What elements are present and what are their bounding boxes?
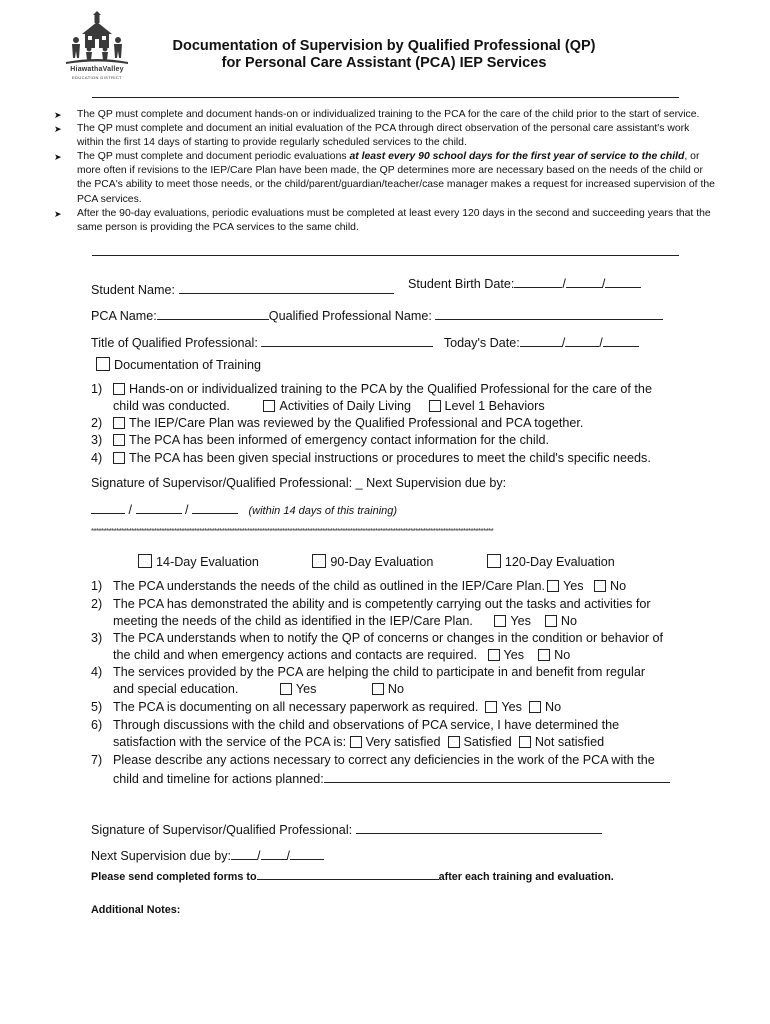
evaluation-q4 <box>91 664 645 680</box>
student-name-label: Student Name: <box>91 283 176 297</box>
adl-label: Activities of Daily Living <box>279 399 412 413</box>
question-text: The PCA has demonstrated the ability and is competently carrying out the tasks and activities for <box>113 597 651 611</box>
no-label: No <box>544 700 562 714</box>
no-label: No <box>387 682 404 696</box>
arrow-bullet-icon: ➤ <box>54 152 62 163</box>
additional-notes-label: Additional Notes: <box>91 904 181 916</box>
date-separator: / <box>562 277 566 291</box>
emergency-contact-checkbox[interactable] <box>113 434 125 446</box>
item-number: 1) <box>91 579 103 593</box>
section-separator: **************************************************************************************************************************************************************** <box>91 528 494 536</box>
hands-on-training-checkbox[interactable] <box>113 383 125 395</box>
within-14-days-note: (within 14 days of this training) <box>248 505 398 517</box>
instruction-emphasis: at least every 90 school days for the first year of service to the child <box>349 151 685 163</box>
final-next-supervision-row <box>91 846 324 864</box>
birth-year-field[interactable] <box>605 274 641 288</box>
instruction-text: , or more often if revisions to the IEP/Care Plan have been made, the QP determines more are necessary based on the needs of the child or the PCA's ability to meet those needs, or the child/parent/guardian/teacher/case manager makes a request for increased supervision of the PCA services. <box>77 151 715 205</box>
logo-name: HiawathaValley <box>70 66 124 73</box>
satisfied-label: Satisfied <box>463 735 512 749</box>
yes-label: Yes <box>501 700 522 714</box>
care-plan-reviewed-checkbox[interactable] <box>113 417 125 429</box>
q2-yes-checkbox[interactable] <box>494 615 506 627</box>
next-year-field[interactable] <box>192 500 238 514</box>
instructions-divider <box>92 255 679 256</box>
evaluation-q2 <box>91 596 651 612</box>
today-day-field[interactable] <box>565 333 599 347</box>
instruction-text: The QP must complete and document periodic evaluations <box>77 151 350 163</box>
item-number: 2) <box>91 416 103 430</box>
final-signature-row <box>91 820 602 838</box>
instruction-text: The QP must complete and document an initial evaluation of the PCA through direct observation of the personal care assistant's work within the first 14 days of starting to provide regularly scheduled services to the child. <box>77 123 690 149</box>
signature-label: Signature of Supervisor/Qualified Professional: <box>91 476 353 490</box>
pca-name-label: PCA Name: <box>91 309 157 323</box>
send-forms-to-field[interactable] <box>257 868 439 880</box>
evaluation-q3-cont <box>91 647 570 663</box>
very-satisfied-checkbox[interactable] <box>350 736 362 748</box>
send-forms-row <box>91 868 614 885</box>
item-number: 1) <box>91 382 103 396</box>
send-forms-suffix: after each training and evaluation. <box>438 871 614 883</box>
no-label: No <box>560 614 578 628</box>
logo-subtitle: EDUCATION DISTRICT <box>71 75 122 80</box>
question-text: satisfaction with the service of the PCA is: <box>113 735 347 749</box>
qp-name-field[interactable] <box>435 306 663 320</box>
q3-no-checkbox[interactable] <box>538 649 550 661</box>
final-next-day-field[interactable] <box>261 846 287 860</box>
final-next-year-field[interactable] <box>290 846 324 860</box>
date-separator: / <box>185 503 189 517</box>
qp-title-field[interactable] <box>261 333 433 347</box>
instruction-item <box>54 150 716 206</box>
student-name-field[interactable] <box>179 280 394 294</box>
training-item-text: The PCA has been given special instructions or procedures to meet the child's specific needs. <box>129 451 651 465</box>
level-1-behaviors-checkbox[interactable] <box>429 400 441 412</box>
training-signature-row <box>91 475 506 491</box>
question-text: The services provided by the PCA are helping the child to participate in and benefit from regular <box>113 665 646 679</box>
question-text: the child and when emergency actions and contacts are required. <box>113 648 478 662</box>
training-heading-row <box>96 357 261 373</box>
training-heading: Documentation of Training <box>114 358 262 372</box>
q5-yes-checkbox[interactable] <box>485 701 497 713</box>
evaluation-q6-cont <box>91 734 604 750</box>
evaluation-q2-cont <box>91 613 577 629</box>
actions-planned-field[interactable] <box>324 769 670 783</box>
question-text: Through discussions with the child and observations of PCA service, I have determined the <box>113 718 620 732</box>
14-day-evaluation-checkbox[interactable] <box>138 554 152 568</box>
item-number: 3) <box>91 433 103 447</box>
yes-label: Yes <box>503 648 525 662</box>
evaluation-q1 <box>91 578 626 594</box>
qp-name-label: Qualified Professional Name: <box>268 309 432 323</box>
instruction-item <box>54 122 716 150</box>
date-separator: / <box>286 849 291 863</box>
student-birth-date-label: Student Birth Date: <box>408 277 515 291</box>
90-day-label: 90-Day Evaluation <box>330 555 434 569</box>
item-number: 4) <box>91 665 103 679</box>
arrow-bullet-icon: ➤ <box>54 124 62 135</box>
training-item-1 <box>91 381 652 397</box>
date-separator: / <box>601 277 606 291</box>
training-item-text: child was conducted. <box>113 399 230 413</box>
question-text: child and timeline for actions planned: <box>113 772 324 786</box>
evaluation-q5 <box>91 699 561 715</box>
additional-notes-row <box>91 902 180 918</box>
final-signature-field[interactable] <box>356 820 602 834</box>
item-number: 4) <box>91 451 103 465</box>
item-number: 6) <box>91 718 103 732</box>
not-satisfied-label: Not satisfied <box>534 735 605 749</box>
signature-field: _ <box>355 476 363 490</box>
date-separator: / <box>599 336 603 350</box>
90-day-evaluation-checkbox[interactable] <box>312 554 326 568</box>
date-separator: / <box>257 849 261 863</box>
evaluation-q6 <box>91 717 619 733</box>
evaluation-type-row <box>138 554 615 570</box>
todays-date-label: Today's Date: <box>443 336 520 350</box>
date-separator: / <box>561 336 566 350</box>
special-instructions-checkbox[interactable] <box>113 452 125 464</box>
question-text: meeting the needs of the child as identified in the IEP/Care Plan. <box>113 614 473 628</box>
title-line-1: Documentation of Supervision by Qualified Professional (QP) <box>172 38 596 54</box>
pca-name-field[interactable] <box>157 306 269 320</box>
student-name-row <box>91 280 394 298</box>
title-line-2: for Personal Care Assistant (PCA) IEP Services <box>221 55 547 71</box>
training-item-text: The PCA has been informed of emergency contact information for the child. <box>129 433 550 447</box>
120-day-evaluation-checkbox[interactable] <box>487 554 501 568</box>
not-satisfied-checkbox[interactable] <box>519 736 531 748</box>
very-satisfied-label: Very satisfied <box>365 735 441 749</box>
training-item-4 <box>91 450 651 466</box>
title-divider <box>92 97 679 98</box>
q3-yes-checkbox[interactable] <box>488 649 500 661</box>
item-number: 7) <box>91 753 103 767</box>
no-label: No <box>610 579 627 593</box>
no-label: No <box>554 648 571 662</box>
question-text: The PCA is documenting on all necessary paperwork as required. <box>113 700 479 714</box>
satisfied-checkbox[interactable] <box>448 736 460 748</box>
question-text: Please describe any actions necessary to correct any deficiencies in the work of the PCA with the <box>113 753 655 767</box>
documentation-of-training-checkbox[interactable] <box>96 357 110 371</box>
yes-label: Yes <box>562 579 584 593</box>
arrow-bullet-icon: ➤ <box>54 110 62 120</box>
yes-label: Yes <box>295 682 317 696</box>
instruction-item <box>54 207 716 235</box>
arrow-bullet-icon: ➤ <box>54 208 62 219</box>
final-next-month-field[interactable] <box>231 846 257 860</box>
today-year-field[interactable] <box>603 333 639 347</box>
yes-label: Yes <box>510 614 531 628</box>
q4-no-checkbox[interactable] <box>372 683 384 695</box>
training-next-date-row <box>91 500 397 519</box>
q4-yes-checkbox[interactable] <box>280 683 292 695</box>
q2-no-checkbox[interactable] <box>545 615 557 627</box>
item-number: 2) <box>91 597 103 611</box>
evaluation-q3 <box>91 630 663 646</box>
evaluation-q7 <box>91 752 655 768</box>
next-month-field[interactable] <box>91 500 125 514</box>
120-day-label: 120-Day Evaluation <box>504 555 615 569</box>
page-title <box>120 38 648 72</box>
next-supervision-label: Next Supervision due by: <box>366 476 507 490</box>
activities-of-daily-living-checkbox[interactable] <box>263 400 275 412</box>
training-item-text: The IEP/Care Plan was reviewed by the Qualified Professional and PCA together. <box>129 416 584 430</box>
today-month-field[interactable] <box>520 333 562 347</box>
q1-no-checkbox[interactable] <box>594 580 606 592</box>
item-number: 5) <box>91 700 103 714</box>
signature-label: Signature of Supervisor/Qualified Professional: <box>91 823 353 837</box>
qp-title-row <box>91 333 639 351</box>
training-item-3 <box>91 432 549 448</box>
next-supervision-label: Next Supervision due by: <box>91 849 232 863</box>
question-text: The PCA understands when to notify the QP of concerns or changes in the condition or behavior of <box>113 631 664 645</box>
next-day-field[interactable] <box>136 500 182 514</box>
training-item-2 <box>91 415 583 431</box>
level1-label: Level 1 Behaviors <box>444 399 545 413</box>
pca-name-row <box>91 306 663 324</box>
evaluation-q7-cont <box>91 769 670 787</box>
evaluation-q4-cont <box>91 681 404 697</box>
instruction-text: The QP must complete and document hands-on or individualized training to the PCA for the care of the child prior to the start of service. <box>77 109 700 120</box>
birth-month-field[interactable] <box>514 274 562 288</box>
training-item-1-cont <box>91 398 545 414</box>
instructions-list <box>54 108 716 235</box>
training-item-text: Hands-on or individualized training to the PCA by the Qualified Professional for the care of the <box>129 382 652 396</box>
14-day-label: 14-Day Evaluation <box>156 555 259 569</box>
qp-title-label: Title of Qualified Professional: <box>91 336 258 350</box>
instruction-item <box>54 108 716 122</box>
student-birth-date-row <box>408 274 641 292</box>
birth-day-field[interactable] <box>566 274 602 288</box>
instruction-text: After the 90-day evaluations, periodic evaluations must be completed at least every 120 days in the second and succeeding years that the same person is providing the PCA services to the same child. <box>77 207 711 233</box>
date-separator: / <box>128 503 132 517</box>
question-text: and special education. <box>113 682 239 696</box>
q5-no-checkbox[interactable] <box>529 701 541 713</box>
q1-yes-checkbox[interactable] <box>547 580 559 592</box>
send-forms-label: Please send completed forms to <box>91 871 257 883</box>
question-text: The PCA understands the needs of the child as outlined in the IEP/Care Plan. <box>113 579 545 593</box>
item-number: 3) <box>91 631 103 645</box>
